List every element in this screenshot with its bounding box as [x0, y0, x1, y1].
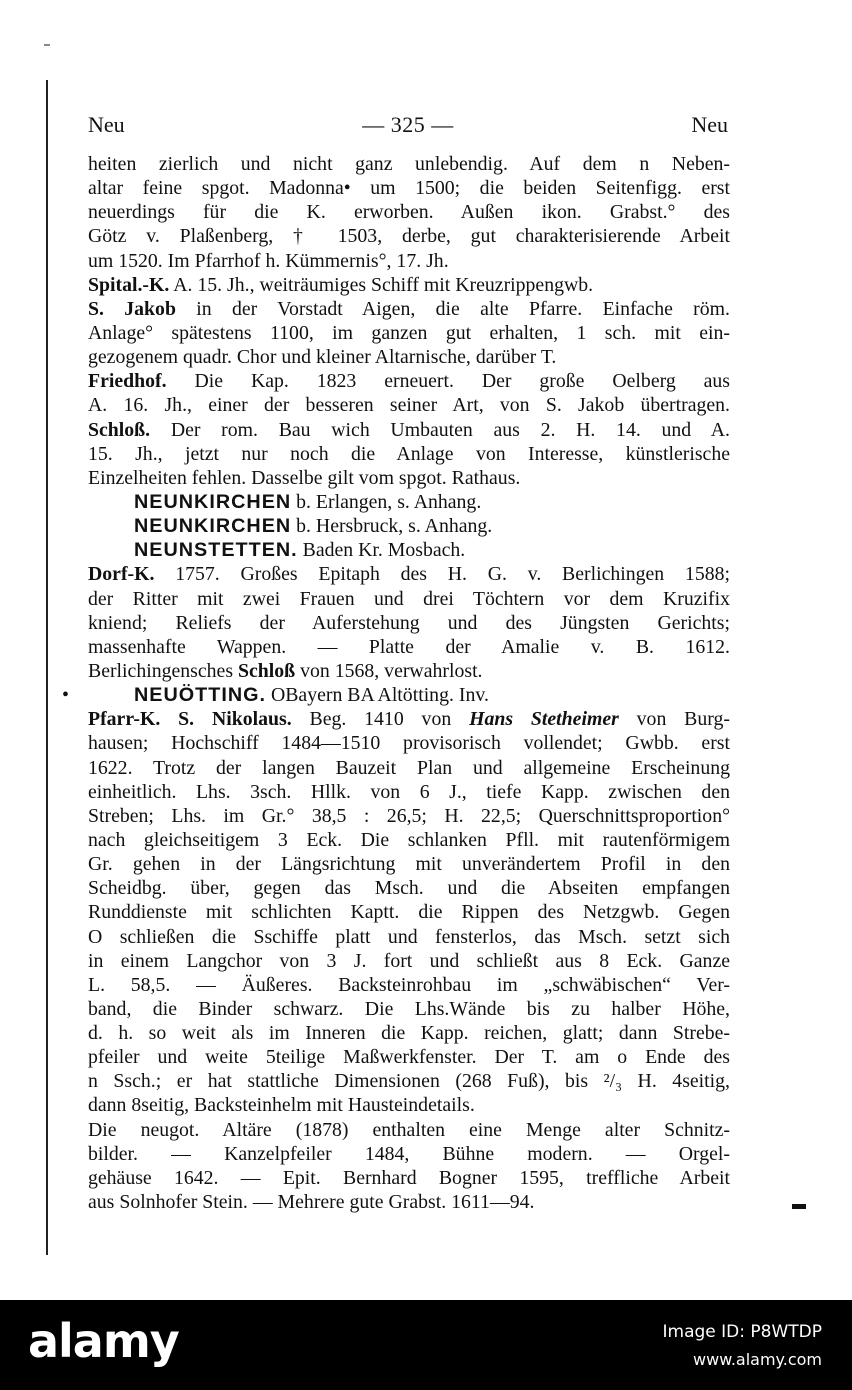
text-line: Runddienste mit schlichten Kaptt. die Rippen des Netzgwb. Gegen — [88, 901, 730, 924]
watermark-url: www.alamy.com — [693, 1350, 822, 1369]
text-line: d. h. so weit als im Inneren die Kapp. reichen, glatt; dann Strebe- — [88, 1022, 730, 1045]
section-text: 1757. Großes Epitaph des H. G. v. Berlichingen 1588; — [175, 563, 730, 586]
text-line: Streben; Lhs. im Gr.° 38,5 : 26,5; H. 22,5; Querschnittsproportion° — [88, 804, 730, 827]
text-line: der Ritter mit zwei Frauen und drei Töchtern vor dem Kruzifix — [88, 587, 730, 610]
entry-heading: NEUÖTTING. — [134, 684, 266, 707]
text-line — [88, 418, 730, 442]
text-line: heiten zierlich und nicht ganz unlebendig. Auf dem n Neben- — [88, 153, 730, 175]
section-text: in der Vorstadt Aigen, die alte Pfarre. Einfache röm. — [196, 297, 730, 320]
text-line — [88, 562, 730, 586]
page-header — [88, 112, 728, 142]
header-left: Neu — [88, 112, 125, 137]
text-line: gehäuse 1642. — Epit. Bernhard Bogner 1595, treffliche Arbeit — [88, 1166, 730, 1189]
entry-line — [88, 514, 730, 538]
section-label: Schloß — [237, 659, 296, 682]
text-line: hausen; Hochschiff 1484—1510 provisorisch vollendet; Gwbb. erst — [88, 732, 730, 755]
entry-line — [62, 683, 730, 707]
section-label: Pfarr-K. S. Nikolaus. — [88, 708, 292, 731]
section-text: Die Kap. 1823 erneuert. Der große Oelberg aus — [194, 370, 730, 393]
section-label: Friedhof. — [88, 370, 167, 393]
section-text: Beg. 1410 von — [309, 708, 452, 731]
text-line: Die neugot. Altäre (1878) enthalten eine Menge alter Schnitz- — [88, 1118, 730, 1141]
page-number: — 325 — — [362, 112, 454, 137]
text-line: dann 8seitig, Backsteinhelm mit Hausteindetails. — [88, 1094, 475, 1117]
text-line: um 1520. Im Pfarrhof h. Kümmernis°, 17. Jh. — [88, 249, 449, 272]
text-line: in einem Langchor von 3 J. fort und schließt aus 8 Eck. Ganze — [88, 949, 730, 972]
section-label: S. Jakob — [88, 297, 176, 320]
text-line: n Ssch.; er hat stattliche Dimensionen (268 Fuß), bis ²/₃ H. 4seitig, — [88, 1070, 730, 1093]
text-line: Götz v. Plaßenberg, † 1503, derbe, gut charakterisierende Arbeit — [88, 225, 730, 248]
artist-name: Hans Stetheimer — [469, 708, 619, 731]
entry-text: Baden Kr. Mosbach. — [302, 539, 466, 562]
text-line: pfeiler und weite 5teilige Maßwerkfenster. Der T. am o Ende des — [88, 1046, 730, 1069]
text-line: L. 58,5. — Äußeres. Backsteinrohbau im „schwäbischen“ Ver- — [88, 973, 730, 996]
entry-heading: NEUNSTETTEN. — [134, 539, 298, 562]
text-line: massenhafte Wappen. — Platte der Amalie v. B. 1612. — [88, 635, 730, 658]
text-line: A. 16. Jh., einer der besseren seiner Art, von S. Jakob übertragen. — [88, 394, 730, 417]
text-line: 15. Jh., jetzt nur noch die Anlage von Interesse, künstlerische — [88, 442, 730, 465]
entry-text: b. Hersbruck, s. Anhang. — [296, 515, 493, 538]
margin-dash — [792, 1204, 806, 1209]
watermark-banner — [0, 1300, 852, 1390]
entry-line — [88, 490, 730, 514]
text-line: Scheidbg. über, gegen das Msch. und die Abseiten empfangen — [88, 877, 730, 900]
text-line: Anlage° spätestens 1100, im ganzen gut erhalten, 1 sch. mit ein- — [88, 321, 730, 344]
section-text: Berlichingensches — [88, 659, 234, 682]
section-label: Dorf-K. — [88, 563, 155, 586]
text-line — [88, 707, 730, 731]
text-line: kniend; Reliefs der Auferstehung und des Jüngsten Gerichts; — [88, 611, 730, 634]
text-line: band, die Binder schwarz. Die Lhs.Wände bis zu halber Höhe, — [88, 997, 730, 1020]
page-body — [62, 152, 730, 1214]
text-line: altar feine spgot. Madonna• um 1500; die beiden Seitenfigg. erst — [88, 177, 730, 200]
section-text: Der rom. Bau wich Umbauten aus 2. H. 14. und A. — [170, 418, 730, 441]
text-line: neuerdings für die K. erworben. Außen ikon. Grabst.° des — [88, 201, 730, 224]
image-id: Image ID: P8WTDP — [662, 1322, 822, 1342]
text-line — [88, 659, 730, 683]
section-label: Spital.-K. — [88, 273, 170, 296]
entry-text: b. Erlangen, s. Anhang. — [296, 490, 482, 513]
text-line: gezogenem quadr. Chor und kleiner Altarnische, darüber T. — [88, 346, 557, 369]
text-line: aus Solnhofer Stein. — Mehrere gute Grabst. 1611—94. — [88, 1191, 535, 1214]
text-line: Gr. gehen in der Längsrichtung mit unverändertem Profil in den — [88, 853, 730, 876]
entry-line — [88, 538, 730, 562]
page-edge-line — [46, 80, 48, 1255]
text-line: 1622. Trotz der langen Bauzeit Plan und allgemeine Erscheinung — [88, 756, 730, 779]
text-line: bilder. — Kanzelpfeiler 1484, Bühne modern. — Orgel- — [88, 1142, 730, 1165]
entry-heading: NEUNKIRCHEN — [134, 515, 292, 538]
section-label: Schloß. — [88, 418, 151, 441]
entry-text: OBayern BA Altötting. Inv. — [270, 684, 489, 707]
alamy-logo: alamy — [28, 1314, 179, 1368]
section-text: von Burg- — [636, 708, 730, 731]
section-text: von 1568, verwahrlost. — [300, 659, 483, 682]
text-line — [88, 369, 730, 393]
text-line — [88, 297, 730, 321]
text-line: nach gleichseitigem 3 Eck. Die schlanken Pfll. mit rautenförmigem — [88, 828, 730, 851]
text-line: einheitlich. Lhs. 3sch. Hllk. von 6 J., tiefe Kapp. zwischen den — [88, 780, 730, 803]
text-line: Einzelheiten fehlen. Dasselbe gilt vom spgot. Rathaus. — [88, 466, 521, 489]
section-text: A. 15. Jh., weiträumiges Schiff mit Kreuzrippengwb. — [173, 273, 594, 296]
margin-bullet: • — [62, 684, 69, 707]
text-line — [88, 273, 730, 297]
scan-mark — [44, 44, 50, 46]
entry-heading: NEUNKIRCHEN — [134, 490, 292, 513]
header-right: Neu — [691, 112, 728, 137]
text-line: O schließen die Sschiffe platt und fensterlos, das Msch. setzt sich — [88, 925, 730, 948]
